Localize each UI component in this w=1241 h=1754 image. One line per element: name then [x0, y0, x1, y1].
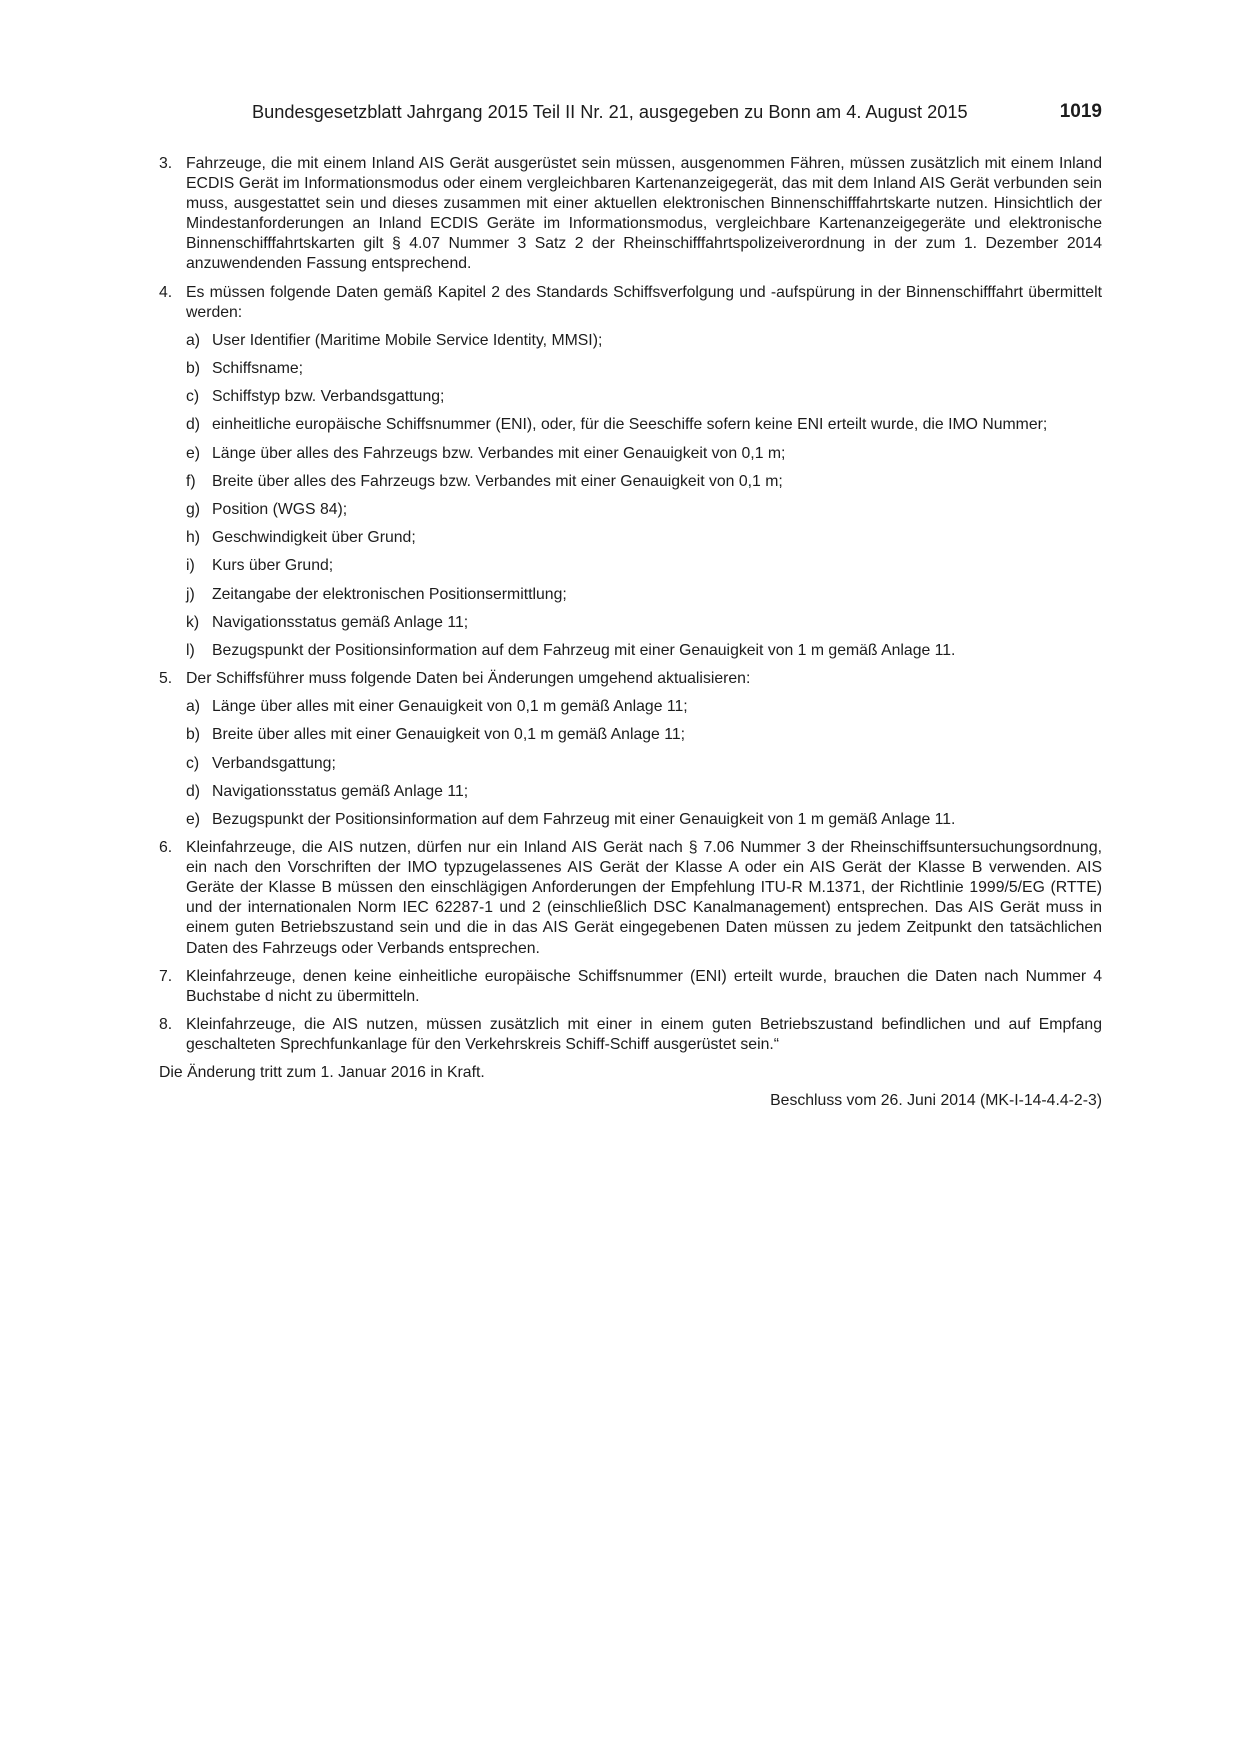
list-item — [159, 669, 1102, 830]
sub-item-letter: b) — [186, 726, 201, 744]
sub-item-letter: h) — [186, 529, 201, 547]
sub-list-item — [186, 331, 1102, 351]
item-number: 8. — [159, 1015, 173, 1033]
sub-list-item — [186, 556, 1102, 576]
sub-item-text: Länge über alles des Fahrzeugs bzw. Verbandes mit einer Genauigkeit von 0,1 m; — [212, 444, 786, 462]
item-number: 6. — [159, 839, 173, 857]
sub-item-text: Bezugspunkt der Positionsinformation auf dem Fahrzeug mit einer Genauigkeit von 1 m gemäß Anlage 11. — [212, 810, 956, 828]
header-title: Bundesgesetzblatt Jahrgang 2015 Teil II Nr. 21, ausgegeben zu Bonn am 4. August 2015 — [252, 102, 968, 122]
sub-item-text: Position (WGS 84); — [212, 500, 348, 518]
sub-item-letter: j) — [186, 585, 195, 603]
sub-list-item — [186, 725, 1102, 745]
sub-list-item — [186, 444, 1102, 464]
sub-list-item — [186, 359, 1102, 379]
sub-item-letter: e) — [186, 810, 201, 828]
list-item — [159, 1015, 1102, 1055]
sub-list-item — [186, 415, 1102, 435]
sub-item-text: Navigationsstatus gemäß Anlage 11; — [212, 782, 469, 800]
sub-item-letter: l) — [186, 641, 195, 659]
sub-item-text: Schiffsname; — [212, 360, 304, 378]
sub-item-letter: a) — [186, 698, 201, 716]
list-item — [159, 838, 1102, 959]
sub-item-text: einheitliche europäische Schiffsnummer (ENI), oder, für die Seeschiffe sofern keine ENI erteilt wurde, die IMO Nummer; — [212, 416, 1048, 434]
item-text: Kleinfahrzeuge, denen keine einheitliche europäische Schiffsnummer (ENI) erteilt wurde, brauchen die Daten nach Nummer 4 Buchstabe d nicht zu übermitteln. — [186, 967, 1102, 1005]
item-number: 4. — [159, 283, 173, 301]
sub-list-item — [186, 697, 1102, 717]
closing-statement: Die Änderung tritt zum 1. Januar 2016 in Kraft. — [159, 1063, 485, 1081]
item-text: Es müssen folgende Daten gemäß Kapitel 2 des Standards Schiffsverfolgung und -aufspürung in der Binnenschifffahrt übermittelt werden: — [186, 283, 1102, 321]
sub-list-item — [186, 387, 1102, 407]
sub-item-letter: g) — [186, 500, 201, 518]
item-text: Kleinfahrzeuge, die AIS nutzen, müssen zusätzlich mit einer in einem guten Betriebszustand befindlichen und auf Empfang geschalteten Sprechfunkanlage für den Verkehrskreis Schiff-Schiff ausgerüstet sein.“ — [186, 1015, 1102, 1053]
sub-item-letter: f) — [186, 472, 196, 490]
sub-item-text: User Identifier (Maritime Mobile Service Identity, MMSI); — [212, 331, 603, 349]
sub-item-text: Breite über alles mit einer Genauigkeit von 0,1 m gemäß Anlage 11; — [212, 726, 685, 744]
sub-list-item — [186, 472, 1102, 492]
sub-item-text: Bezugspunkt der Positionsinformation auf dem Fahrzeug mit einer Genauigkeit von 1 m gemäß Anlage 11. — [212, 641, 956, 659]
item-number: 3. — [159, 155, 173, 172]
sub-item-text: Breite über alles des Fahrzeugs bzw. Verbandes mit einer Genauigkeit von 0,1 m; — [212, 472, 783, 490]
numbered-list — [159, 154, 1102, 1055]
sub-item-text: Geschwindigkeit über Grund; — [212, 529, 416, 547]
sub-list-item — [186, 641, 1102, 661]
page-number: 1019 — [1059, 101, 1102, 122]
list-item — [159, 283, 1102, 661]
item-text: Der Schiffsführer muss folgende Daten bei Änderungen umgehend aktualisieren: — [186, 670, 751, 687]
sub-item-letter: c) — [186, 388, 200, 406]
sub-item-letter: d) — [186, 416, 201, 434]
sub-list-item — [186, 754, 1102, 774]
document-body — [159, 154, 1102, 1111]
sub-list-item — [186, 782, 1102, 802]
sub-item-letter: i) — [186, 557, 195, 575]
sub-item-letter: e) — [186, 444, 201, 462]
item-text: Fahrzeuge, die mit einem Inland AIS Gerät ausgerüstet sein müssen, ausgenommen Fähren, müssen zusätzlich mit einem Inland ECDIS Gerät im Informationsmodus oder einem vergleichbaren Kartenanzeigegerät, das mit dem Inland AIS Gerät verbunden sein muss, ausgestattet sein und dieses zusammen mit einer aktuellen elektronischen Binnenschifffahrtskarte nutzen. Hinsichtlich der Mindestanforderungen an Inland ECDIS Geräte im Informationsmodus, vergleichbare Kartenanzeigegeräte und elektronische Binnenschifffahrtskarten gilt § 4.07 Nummer 3 Satz 2 der Rheinschifffahrtspolizeiverordnung in der zum 1. Dezember 2014 anzuwendenden Fassung entsprechend. — [186, 155, 1102, 273]
list-item — [159, 967, 1102, 1007]
sub-list-item — [186, 585, 1102, 605]
sub-item-text: Schiffstyp bzw. Verbandsgattung; — [212, 388, 445, 406]
page-header — [252, 98, 1102, 128]
list-item — [159, 154, 1102, 275]
sub-item-text: Kurs über Grund; — [212, 557, 334, 575]
sub-list-item — [186, 500, 1102, 520]
sub-item-letter: a) — [186, 331, 201, 349]
sub-item-text: Verbandsgattung; — [212, 754, 336, 772]
item-number: 7. — [159, 967, 173, 985]
decision-reference: Beschluss vom 26. Juni 2014 (MK-I-14-4.4-2-3) — [770, 1092, 1102, 1110]
sub-item-letter: b) — [186, 360, 201, 378]
sub-item-text: Länge über alles mit einer Genauigkeit von 0,1 m gemäß Anlage 11; — [212, 698, 688, 716]
sub-item-letter: d) — [186, 782, 201, 800]
item-number: 5. — [159, 670, 173, 687]
sub-item-text: Zeitangabe der elektronischen Positionsermittlung; — [212, 585, 567, 603]
item-text: Kleinfahrzeuge, die AIS nutzen, dürfen nur ein Inland AIS Gerät nach § 7.06 Nummer 3 der Rheinschiffsuntersuchungsordnung, ein nach den Vorschriften der IMO typzugelassenes AIS Gerät der Klasse A oder ein AIS Gerät der Klasse B verwenden. AIS Geräte der Klasse B müssen den einschlägigen Anforderungen der Empfehlung ITU-R M.1371, der Richtlinie 1999/5/EG (RTTE) und der internationalen Norm IEC 62287-1 und 2 (einschließlich DSC Kanalmanagement) entsprechen. Das AIS Gerät muss in einem guten Betriebszustand sein und die in das AIS Gerät eingegebenen Daten müssen zu jedem Zeitpunkt den tatsächlichen Daten des Fahrzeugs oder Verbands entsprechen. — [186, 839, 1102, 957]
sub-list-item — [186, 810, 1102, 830]
sub-item-text: Navigationsstatus gemäß Anlage 11; — [212, 613, 469, 631]
sub-list-item — [186, 613, 1102, 633]
sub-item-letter: k) — [186, 613, 200, 631]
sub-list-item — [186, 528, 1102, 548]
sub-item-letter: c) — [186, 754, 200, 772]
